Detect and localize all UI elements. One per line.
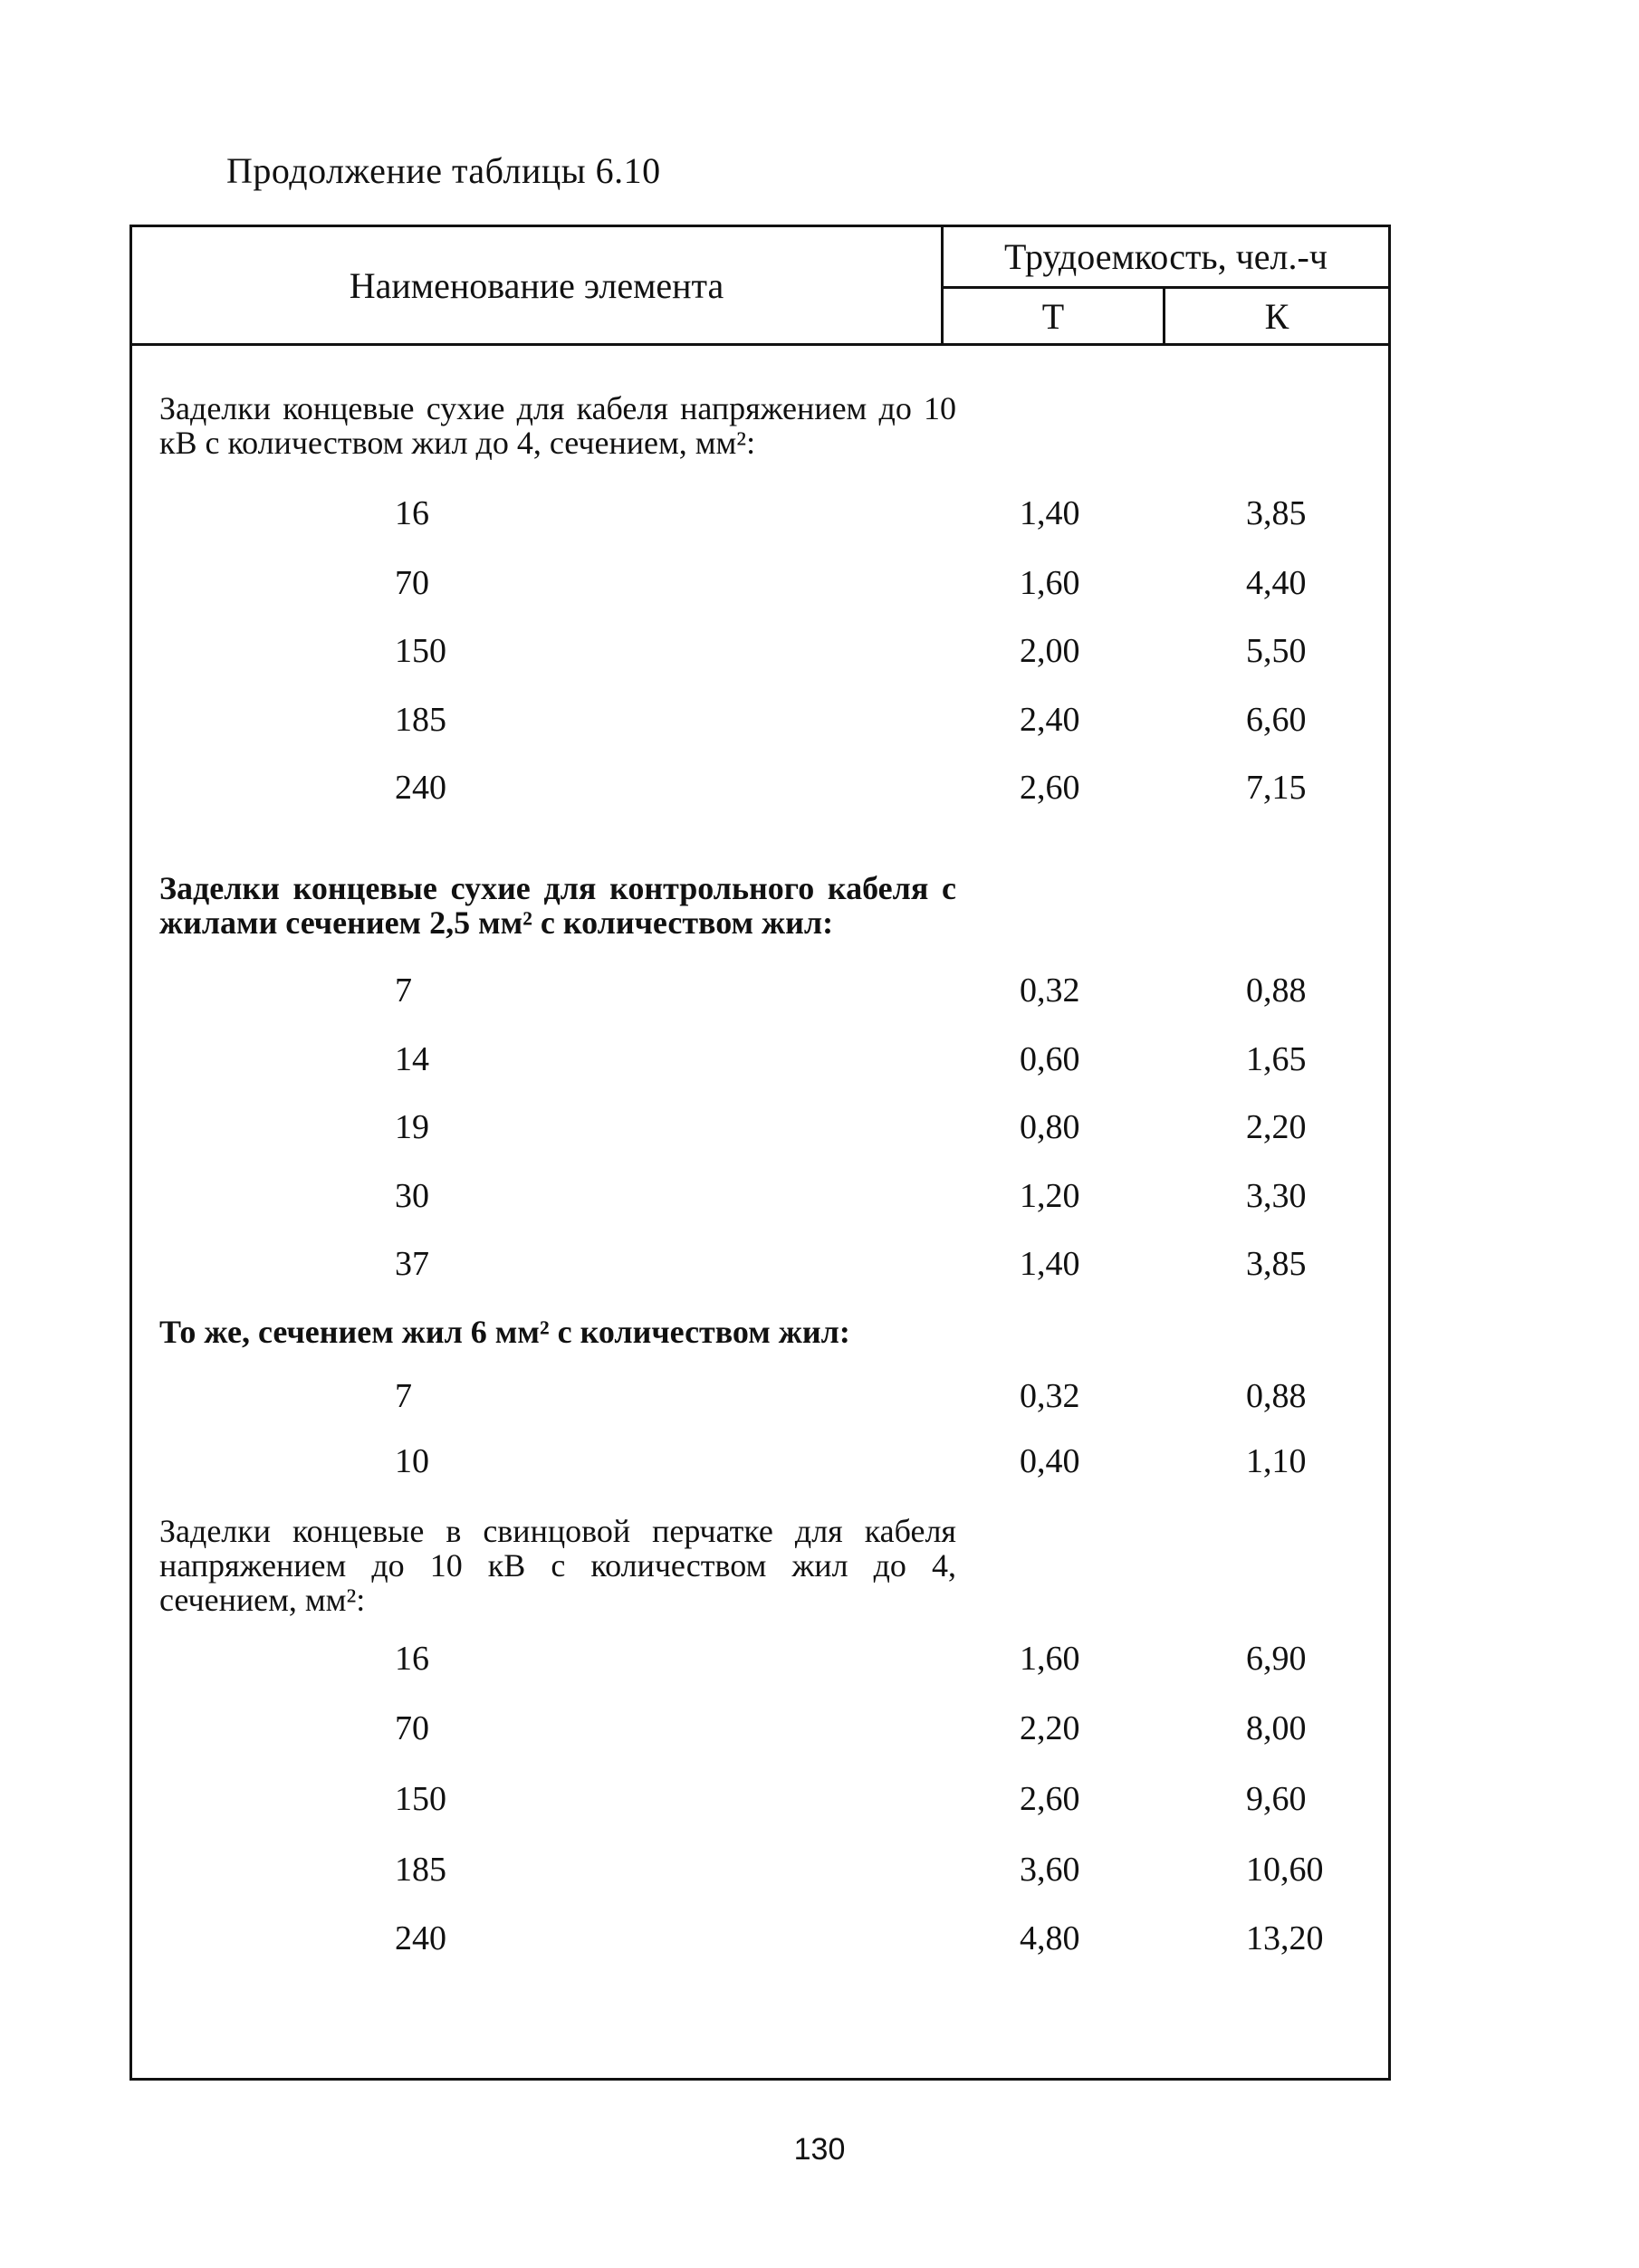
cell-t: 2,60 bbox=[1020, 1780, 1080, 1818]
cell-name: 7 bbox=[395, 1377, 412, 1415]
table-row bbox=[132, 1779, 1388, 1824]
cell-k: 5,50 bbox=[1246, 632, 1307, 670]
cell-k: 13,20 bbox=[1246, 1919, 1324, 1957]
cell-k: 0,88 bbox=[1246, 1377, 1307, 1415]
cell-t: 1,20 bbox=[1020, 1177, 1080, 1215]
cell-name: 240 bbox=[395, 769, 446, 807]
cell-k: 8,00 bbox=[1246, 1709, 1307, 1747]
data-table bbox=[129, 225, 1391, 2081]
cell-name: 37 bbox=[395, 1245, 429, 1283]
cell-k: 9,60 bbox=[1246, 1780, 1307, 1818]
cell-t: 0,32 bbox=[1020, 1377, 1080, 1415]
cell-t: 0,32 bbox=[1020, 971, 1080, 1010]
cell-name: 16 bbox=[395, 494, 429, 532]
cell-t: 2,20 bbox=[1020, 1709, 1080, 1747]
table-row bbox=[132, 1244, 1388, 1289]
table-header bbox=[132, 227, 1388, 346]
table-row bbox=[132, 563, 1388, 608]
table-row bbox=[132, 971, 1388, 1016]
cell-t: 2,00 bbox=[1020, 632, 1080, 670]
cell-name: 185 bbox=[395, 701, 446, 739]
cell-k: 10,60 bbox=[1246, 1851, 1324, 1889]
cell-t: 0,60 bbox=[1020, 1040, 1080, 1078]
cell-k: 6,60 bbox=[1246, 701, 1307, 739]
cell-t: 4,80 bbox=[1020, 1919, 1080, 1957]
cell-k: 7,15 bbox=[1246, 769, 1307, 807]
cell-k: 3,30 bbox=[1246, 1177, 1307, 1215]
cell-k: 1,10 bbox=[1246, 1442, 1307, 1480]
cell-name: 30 bbox=[395, 1177, 429, 1215]
page-number: 130 bbox=[793, 2132, 846, 2167]
cell-name: 7 bbox=[395, 971, 412, 1010]
cell-t: 1,40 bbox=[1020, 1245, 1080, 1283]
cell-k: 0,88 bbox=[1246, 971, 1307, 1010]
cell-name: 150 bbox=[395, 632, 446, 670]
cell-k: 4,40 bbox=[1246, 564, 1307, 602]
cell-name: 185 bbox=[395, 1851, 446, 1889]
section-label: Заделки концевые в свинцовой перчатке для кабеля напряжением до 10 кВ с количеством жил до 4, сечением, мм²: bbox=[159, 1513, 956, 1618]
table-caption: Продолжение таблицы 6.10 bbox=[226, 150, 661, 191]
header-name: Наименование элемента bbox=[132, 227, 944, 343]
cell-t: 1,40 bbox=[1020, 494, 1080, 532]
table-row bbox=[132, 700, 1388, 745]
cell-name: 19 bbox=[395, 1108, 429, 1146]
header-col-t: Т bbox=[944, 289, 1165, 343]
cell-t: 1,60 bbox=[1020, 564, 1080, 602]
header-col-k: К bbox=[1264, 295, 1289, 337]
table-row bbox=[132, 1039, 1388, 1085]
table-row bbox=[132, 631, 1388, 676]
table-row bbox=[132, 768, 1388, 813]
table-row bbox=[132, 1441, 1388, 1487]
table-row bbox=[132, 1919, 1388, 1964]
table-row bbox=[132, 1708, 1388, 1754]
table-row bbox=[132, 1376, 1388, 1421]
table-row bbox=[132, 1176, 1388, 1221]
table-row bbox=[132, 1850, 1388, 1895]
table-row bbox=[132, 493, 1388, 539]
cell-name: 70 bbox=[395, 1709, 429, 1747]
table-row bbox=[132, 1639, 1388, 1684]
section-label: Заделки концевые сухие для кабеля напряжением до 10 кВ с количеством жил до 4, сечением, мм²: bbox=[159, 390, 956, 461]
cell-t: 0,40 bbox=[1020, 1442, 1080, 1480]
cell-k: 3,85 bbox=[1246, 1245, 1307, 1283]
cell-t: 0,80 bbox=[1020, 1108, 1080, 1146]
cell-name: 150 bbox=[395, 1780, 446, 1818]
cell-name: 16 bbox=[395, 1640, 429, 1678]
table-row bbox=[132, 1107, 1388, 1153]
header-group: Трудоемкость, чел.-ч bbox=[944, 227, 1388, 289]
cell-t: 1,60 bbox=[1020, 1640, 1080, 1678]
cell-k: 3,85 bbox=[1246, 494, 1307, 532]
cell-t: 2,60 bbox=[1020, 769, 1080, 807]
cell-k: 6,90 bbox=[1246, 1640, 1307, 1678]
section-label: То же, сечением жил 6 мм² с количеством жил: bbox=[159, 1314, 850, 1350]
cell-name: 240 bbox=[395, 1919, 446, 1957]
cell-name: 14 bbox=[395, 1040, 429, 1078]
cell-t: 2,40 bbox=[1020, 701, 1080, 739]
section-label: Заделки концевые сухие для контрольного кабеля с жилами сечением 2,5 мм² с количеством жил: bbox=[159, 870, 956, 941]
cell-k: 2,20 bbox=[1246, 1108, 1307, 1146]
cell-t: 3,60 bbox=[1020, 1851, 1080, 1889]
cell-name: 10 bbox=[395, 1442, 429, 1480]
cell-name: 70 bbox=[395, 564, 429, 602]
cell-k: 1,65 bbox=[1246, 1040, 1307, 1078]
